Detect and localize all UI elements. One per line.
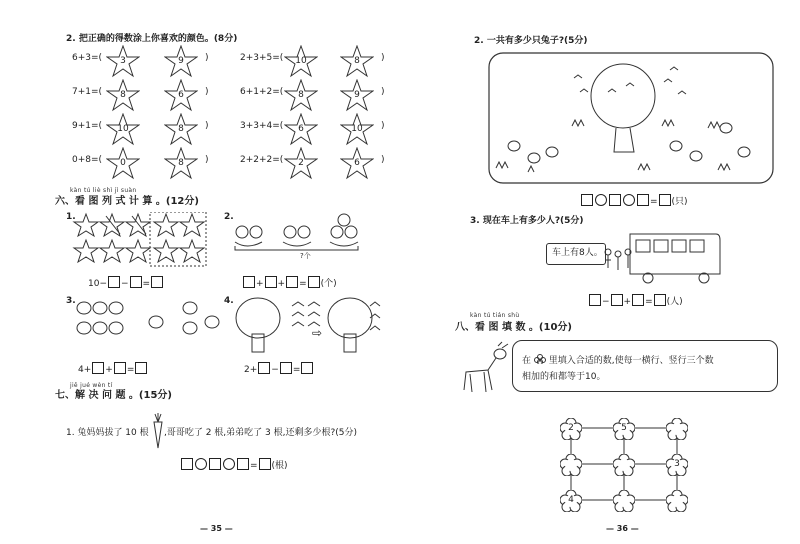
flower-icon [613, 454, 635, 476]
answer-star[interactable]: 8 [164, 113, 198, 147]
equation-right: 6+1+2=( [240, 87, 284, 97]
answer-box[interactable] [237, 458, 249, 470]
paren-close: ) [381, 53, 385, 63]
equation-left: 6+3=( [72, 53, 103, 63]
flower-cell[interactable] [560, 454, 582, 476]
problem4-trees-birds-illustration [232, 294, 382, 356]
q2-title: 2. 一共有多少只兔子?(5分) [474, 36, 588, 46]
answer-box[interactable] [92, 362, 104, 374]
problem4-formula: 2+ − = [244, 362, 314, 376]
answer-box[interactable] [243, 276, 255, 288]
answer-star[interactable]: 6 [164, 79, 198, 113]
bus-illustration [600, 228, 722, 286]
paren-close: ) [381, 87, 385, 97]
answer-star[interactable]: 2 [284, 147, 318, 181]
answer-box[interactable] [637, 194, 649, 206]
equation-left: 0+8=( [72, 155, 103, 165]
answer-star[interactable]: 9 [164, 45, 198, 79]
flower-cell[interactable] [666, 490, 688, 512]
paren-close: ) [205, 53, 209, 63]
answer-box[interactable] [209, 458, 221, 470]
answer-box[interactable] [301, 362, 313, 374]
deer-illustration [458, 340, 518, 396]
answer-star[interactable]: 3 [106, 45, 140, 79]
section7-pinyin: jiě jué wèn tí [70, 382, 113, 389]
instruction-line1: 在 里填入合适的数,使每一横行、竖行三个数 [522, 356, 714, 366]
right-page [400, 0, 800, 544]
question1-text-b: ,哥哥吃了 2 根,弟弟吃了 3 根,还剩多少根?(5分) [164, 428, 358, 438]
answer-star[interactable]: 10 [106, 113, 140, 147]
equation-right: 2+2+2=( [240, 155, 284, 165]
problem2-formula: + + = (个) [242, 276, 337, 290]
answer-box[interactable] [135, 362, 147, 374]
problem1-number: 1. [66, 212, 76, 222]
flower-cell[interactable]: 2 [560, 418, 582, 440]
answer-box[interactable] [181, 458, 193, 470]
problem3-number: 3. [66, 296, 76, 306]
paren-close: ) [205, 121, 209, 131]
section8-title: 八、看 图 填 数 。(10分) [455, 322, 572, 333]
flower-icon [666, 418, 688, 440]
answer-star[interactable]: 8 [164, 147, 198, 181]
operator-circle[interactable] [595, 194, 607, 206]
q3-formula: − + = (人) [588, 294, 683, 308]
flower-cell[interactable]: 5 [613, 418, 635, 440]
problem2-question: ?个 [300, 252, 311, 260]
paren-close: ) [381, 155, 385, 165]
flower-icon [666, 490, 688, 512]
answer-box[interactable] [280, 362, 292, 374]
equation-right: 3+3+4=( [240, 121, 284, 131]
flower-cell[interactable] [613, 454, 635, 476]
answer-star[interactable]: 0 [106, 147, 140, 181]
flower-icon [560, 454, 582, 476]
answer-box[interactable] [659, 194, 671, 206]
flower-icon [613, 490, 635, 512]
q2-formula: = (只) [580, 194, 688, 208]
answer-box[interactable] [259, 458, 271, 470]
answer-box[interactable] [286, 276, 298, 288]
section6-title: 六、看 图 列 式 计 算 。(12分) [55, 196, 199, 207]
flower-cell[interactable] [666, 418, 688, 440]
answer-star[interactable]: 6 [340, 147, 374, 181]
answer-star[interactable]: 9 [340, 79, 374, 113]
answer-box[interactable] [130, 276, 142, 288]
problem2-number: 2. [224, 212, 234, 222]
problem3-formula: 4+ + = [78, 362, 148, 376]
problem3-chicks-illustration [72, 296, 222, 342]
answer-star[interactable]: 10 [340, 113, 374, 147]
answer-box[interactable] [611, 294, 623, 306]
answer-box[interactable] [265, 276, 277, 288]
equation-left: 7+1=( [72, 87, 103, 97]
answer-star[interactable]: 8 [340, 45, 374, 79]
section7-title: 七、解 决 问 题 。(15分) [55, 390, 172, 401]
flower-cell[interactable]: 4 [560, 490, 582, 512]
answer-star[interactable]: 8 [284, 79, 318, 113]
answer-star[interactable]: 6 [284, 113, 318, 147]
answer-box[interactable] [632, 294, 644, 306]
instruction-line2: 相加的和都等于10。 [522, 372, 606, 382]
answer-box[interactable] [609, 194, 621, 206]
equation-right: 2+3+5=( [240, 53, 284, 63]
problem4-number: 4. [224, 296, 234, 306]
page-number: — 35 — [200, 524, 233, 533]
question1-formula: = (根) [180, 458, 288, 472]
answer-box[interactable] [581, 194, 593, 206]
operator-circle[interactable] [223, 458, 235, 470]
section6-pinyin: kàn tú liè shì jì suàn [70, 187, 137, 194]
rabbits-scene-illustration [488, 52, 774, 184]
answer-box[interactable] [654, 294, 666, 306]
problem1-stars-illustration [72, 212, 208, 268]
speech-bubble-text: 车上有8人。 [552, 248, 603, 258]
arrow-icon: ⇨ [312, 326, 323, 340]
answer-box[interactable] [589, 294, 601, 306]
question1-text-a: 1. 兔妈妈拔了 10 根 [66, 428, 149, 438]
flower-cell[interactable] [613, 490, 635, 512]
page-number: — 36 — [606, 524, 639, 533]
operator-circle[interactable] [623, 194, 635, 206]
q2-title: 2. 把正确的得数涂上你喜欢的颜色。(8分) [66, 34, 238, 44]
answer-box[interactable] [308, 276, 320, 288]
answer-star[interactable]: 8 [106, 79, 140, 113]
answer-star[interactable]: 10 [284, 45, 318, 79]
flower-cell[interactable]: 3 [666, 454, 688, 476]
paren-close: ) [205, 155, 209, 165]
operator-circle[interactable] [195, 458, 207, 470]
equation-left: 9+1=( [72, 121, 103, 131]
problem1-formula: 10− − = [88, 276, 164, 290]
paren-close: ) [381, 121, 385, 131]
answer-box[interactable] [108, 276, 120, 288]
section8-pinyin: kàn tú tián shù [470, 312, 520, 319]
paren-close: ) [205, 87, 209, 97]
q3-title: 3. 现在车上有多少人?(5分) [470, 216, 584, 226]
answer-box[interactable] [258, 362, 270, 374]
flower-icon [534, 354, 546, 364]
answer-box[interactable] [151, 276, 163, 288]
answer-box[interactable] [114, 362, 126, 374]
